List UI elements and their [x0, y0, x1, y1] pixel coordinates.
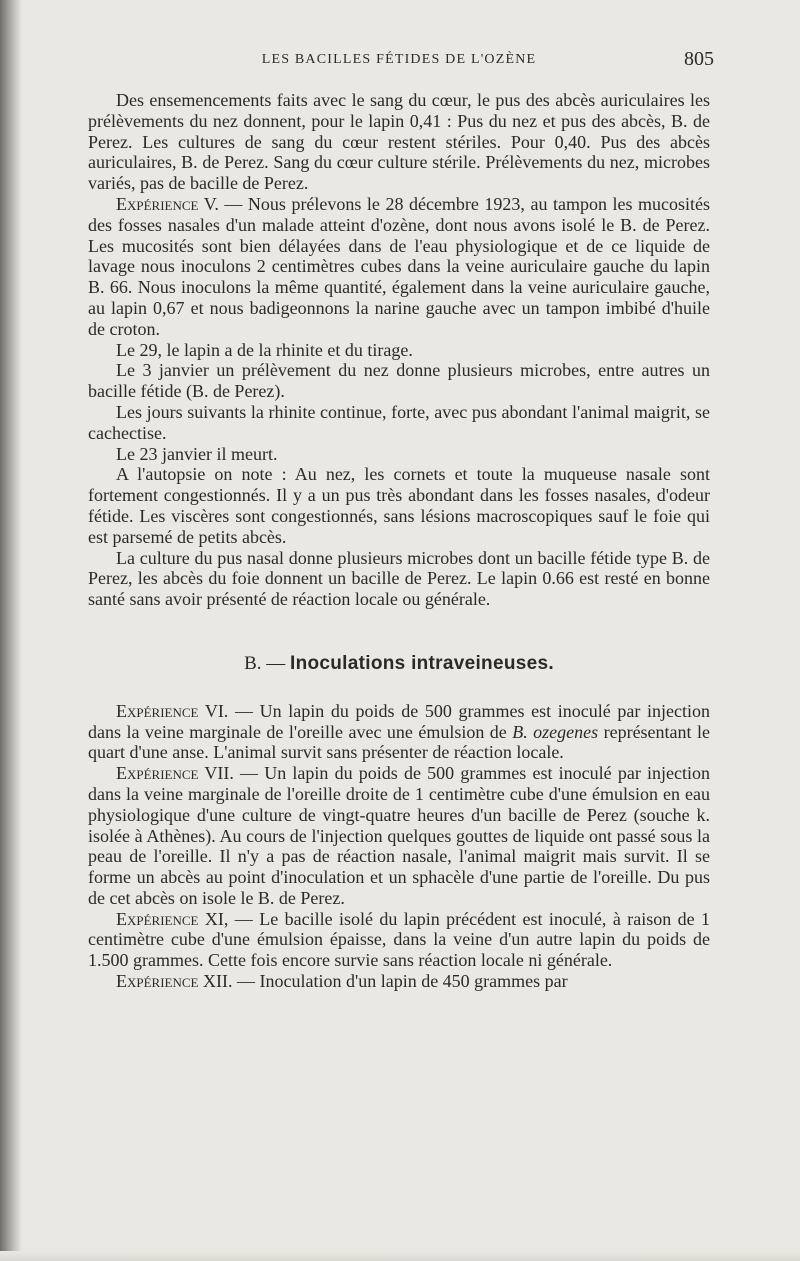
paragraph-text: Les jours suivants la rhinite continue, forte, avec pus abondant l'animal maigrit, se cachectise.	[88, 401, 710, 443]
paragraph-text: A l'autopsie on note : Au nez, les cornets et toute la muqueuse nasale sont fortement congestionnés. Il y a un pus très abondant dans les fosses nasales, d'odeur fétide. Les viscères sont congestionnés, sans lésions macroscopiques sauf le foie qui est parsemé de petits abcès.	[88, 464, 710, 547]
paragraph-text: — Un lapin du poids de 500 grammes est inoculé par injection dans la veine marginale de l'oreille droite de 1 centimètre cube d'une émulsion en eau physiologique d'une culture de vingt-quatre heures d'un bacille de Perez (souche k. isolée à Athènes). Au cours de l'injection quelques gouttes de liquide ont passé sous la peau de l'oreille. Il n'y a pas de réaction nasale, l'animal maigrit mais survit. Il se forme un abcès au point d'inoculation et un sphacèle d'une partie de l'oreille. Du pus de cet abcès on isole le B. de Perez.	[88, 763, 710, 908]
paragraph-text: Le 3 janvier un prélèvement du nez donne plusieurs microbes, entre autres un bacille fétide (B. de Perez).	[88, 360, 710, 402]
paragraph-experience-vi	[88, 701, 710, 763]
binding-shadow	[0, 0, 22, 1261]
paragraph	[88, 444, 710, 465]
section-heading	[88, 654, 710, 675]
paragraph-experience-vii	[88, 763, 710, 909]
paragraph	[88, 548, 710, 610]
paragraph	[88, 464, 710, 547]
running-title: LES BACILLES FÉTIDES DE L'OZÈNE	[261, 52, 537, 67]
paragraph-text: La culture du pus nasal donne plusieurs microbes dont un bacille fétide type B. de Perez, les abcès du foie donnent un bacille de Perez. Le lapin 0.66 est resté en bonne santé sans avoir présenté de réaction locale ou générale.	[88, 547, 710, 610]
paragraph-text: — Le bacille isolé du lapin précédent est inoculé, à raison de 1 centimètre cube d'une émulsion épaisse, dans la veine d'un autre lapin du poids de 1.500 grammes. Cette fois encore survie sans réaction locale ni générale.	[88, 908, 710, 971]
paragraph-text: représentant le quart d'une anse. L'animal survit sans présenter de réaction locale.	[88, 721, 710, 763]
book-page	[88, 44, 714, 992]
paragraph-text: — Inoculation d'un lapin de 450 grammes par	[232, 971, 568, 992]
experience-label: Expérience V.	[116, 193, 219, 214]
paragraph-experience-xi	[88, 909, 710, 971]
paragraph-text: — Nous prélevons le 28 décembre 1923, au tampon les mucosités des fosses nasales d'un malade atteint d'ozène, dont nous avons isolé le B. de Perez. Les mucosités sont bien délayées dans de l'eau physiologique et de ce liquide de lavage nous inoculons 2 centimètres cubes dans la veine auriculaire gauche du lapin B. 66. Nous inoculons la même quantité, également dans la veine auriculaire gauche, au lapin 0,67 et nous badigeonnons la narine gauche avec un tampon imbibé d'huile de croton.	[88, 193, 710, 339]
paragraph-text: Le 23 janvier il meurt.	[116, 443, 278, 464]
paragraph	[88, 402, 710, 444]
paragraph-text: — Un lapin du poids de 500 grammes est inoculé par injection dans la veine marginale de l'oreille avec une émulsion de	[88, 700, 710, 742]
paragraph	[88, 90, 710, 194]
paragraph-text: Le 29, le lapin a de la rhinite et du tirage.	[116, 339, 413, 360]
body-text	[88, 90, 710, 992]
paragraph-text: Des ensemencements faits avec le sang du cœur, le pus des abcès auriculaires les prélèvements du nez donnent, pour le lapin 0,41 : Pus du nez et pus des abcès, B. de Perez. Les cultures de sang du cœur restent stériles. Pour 0,40. Pus des abcès auriculaires, B. de Perez. Sang du cœur culture stérile. Prélèvements du nez, microbes variés, pas de bacille de Perez.	[88, 90, 710, 194]
paragraph-experience-xii	[88, 971, 710, 992]
paragraph-experience-v	[88, 194, 710, 340]
experience-label: Expérience XII.	[116, 971, 233, 992]
page-number: 805	[684, 48, 714, 70]
paragraph	[88, 360, 710, 402]
section-prefix: B. —	[244, 652, 290, 674]
section-title: Inoculations intraveineuses.	[290, 652, 554, 674]
running-head	[88, 44, 714, 74]
page-edge	[0, 1251, 800, 1261]
experience-label: Expérience XI,	[116, 908, 229, 929]
experience-label: Expérience VII.	[116, 763, 234, 784]
paragraph	[88, 340, 710, 361]
experience-label: Expérience VI.	[116, 700, 229, 721]
species-name: B. ozegenes	[512, 721, 599, 742]
